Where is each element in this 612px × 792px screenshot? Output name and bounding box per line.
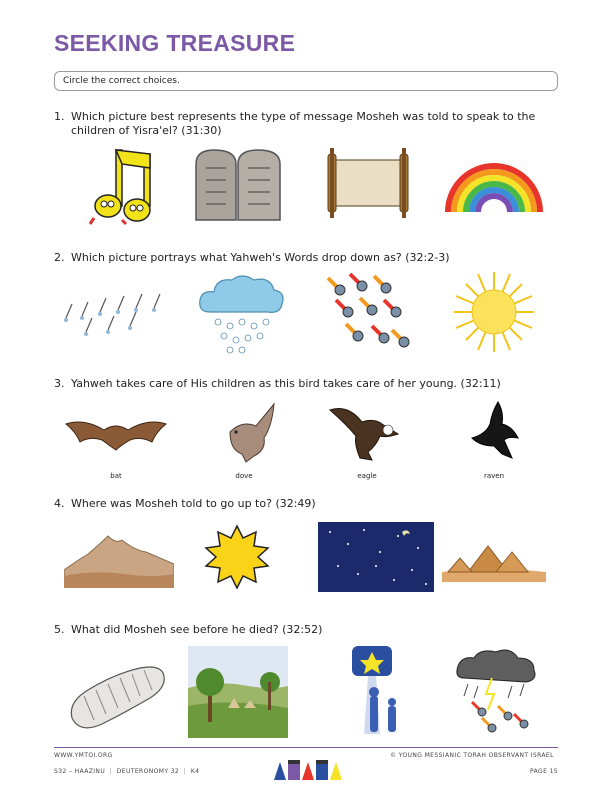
question-2 bbox=[54, 251, 559, 265]
rain-drops-icon[interactable] bbox=[62, 292, 170, 338]
dove-icon[interactable] bbox=[222, 402, 278, 464]
scroll-icon[interactable] bbox=[320, 146, 416, 220]
logo-icon bbox=[272, 756, 348, 782]
rainbow-icon[interactable] bbox=[442, 152, 546, 216]
question-number: 5. bbox=[54, 623, 65, 636]
bird-label-raven: raven bbox=[483, 472, 505, 480]
question-number: 3. bbox=[54, 377, 65, 390]
oasis-land-icon[interactable] bbox=[188, 646, 288, 738]
sun-icon[interactable] bbox=[452, 270, 536, 354]
question-4 bbox=[54, 497, 559, 511]
question-1 bbox=[54, 110, 559, 138]
mountain-desert-icon[interactable] bbox=[64, 530, 174, 588]
footer-portion: S32 – HAAZINU bbox=[54, 768, 106, 775]
question-5 bbox=[54, 623, 559, 637]
question-number: 1. bbox=[54, 110, 65, 123]
question-number: 2. bbox=[54, 251, 65, 264]
question-text: Where was Mosheh told to go up to? (32:49) bbox=[71, 497, 316, 510]
footer-level: K4 bbox=[190, 768, 200, 775]
footer-meta: S32 – HAAZINU | DEUTERONOMY 32 | K4 bbox=[54, 768, 200, 775]
question-text: Which picture portrays what Yahweh's Words drop down as? (32:2-3) bbox=[71, 251, 450, 264]
pyramids-icon[interactable] bbox=[442, 536, 546, 582]
raven-icon[interactable] bbox=[468, 400, 524, 464]
instruction-box: Circle the correct choices. bbox=[54, 71, 558, 91]
question-text: Which picture best represents the type of message Mosheh was told to speak to the children of Yisra'el? (31:30) bbox=[71, 110, 536, 137]
page-number: PAGE 15 bbox=[530, 768, 559, 775]
question-3 bbox=[54, 377, 559, 391]
night-sky-icon[interactable] bbox=[318, 522, 434, 592]
music-note-icon[interactable] bbox=[82, 146, 162, 226]
eagle-icon[interactable] bbox=[328, 402, 400, 462]
bird-label-dove: dove bbox=[235, 472, 253, 480]
stone-tablets-icon[interactable] bbox=[192, 146, 284, 222]
footer-rule bbox=[54, 747, 558, 748]
sun-shape-icon[interactable] bbox=[204, 524, 270, 590]
bird-label-eagle: eagle bbox=[357, 472, 377, 480]
bird-label-bat: bat bbox=[110, 472, 122, 480]
question-number: 4. bbox=[54, 497, 65, 510]
fire-hail-icon[interactable] bbox=[320, 270, 412, 356]
question-text: What did Mosheh see before he died? (32:52) bbox=[71, 623, 323, 636]
storm-fire-hail-icon[interactable] bbox=[454, 648, 540, 736]
mummy-icon[interactable] bbox=[66, 662, 168, 734]
man-in-light-icon[interactable] bbox=[336, 644, 412, 736]
footer-copyright: © YOUNG MESSIANIC TORAH OBSERVANT ISRAEL bbox=[390, 752, 554, 759]
footer-book: DEUTERONOMY 32 bbox=[116, 768, 180, 775]
bat-icon[interactable] bbox=[64, 414, 168, 454]
footer-website[interactable]: WWW.YMTOI.ORG bbox=[54, 752, 113, 759]
page-title: SEEKING TREASURE bbox=[54, 30, 296, 56]
question-text: Yahweh takes care of His children as this bird takes care of her young. (32:11) bbox=[71, 377, 501, 390]
snow-cloud-icon[interactable] bbox=[196, 272, 286, 356]
